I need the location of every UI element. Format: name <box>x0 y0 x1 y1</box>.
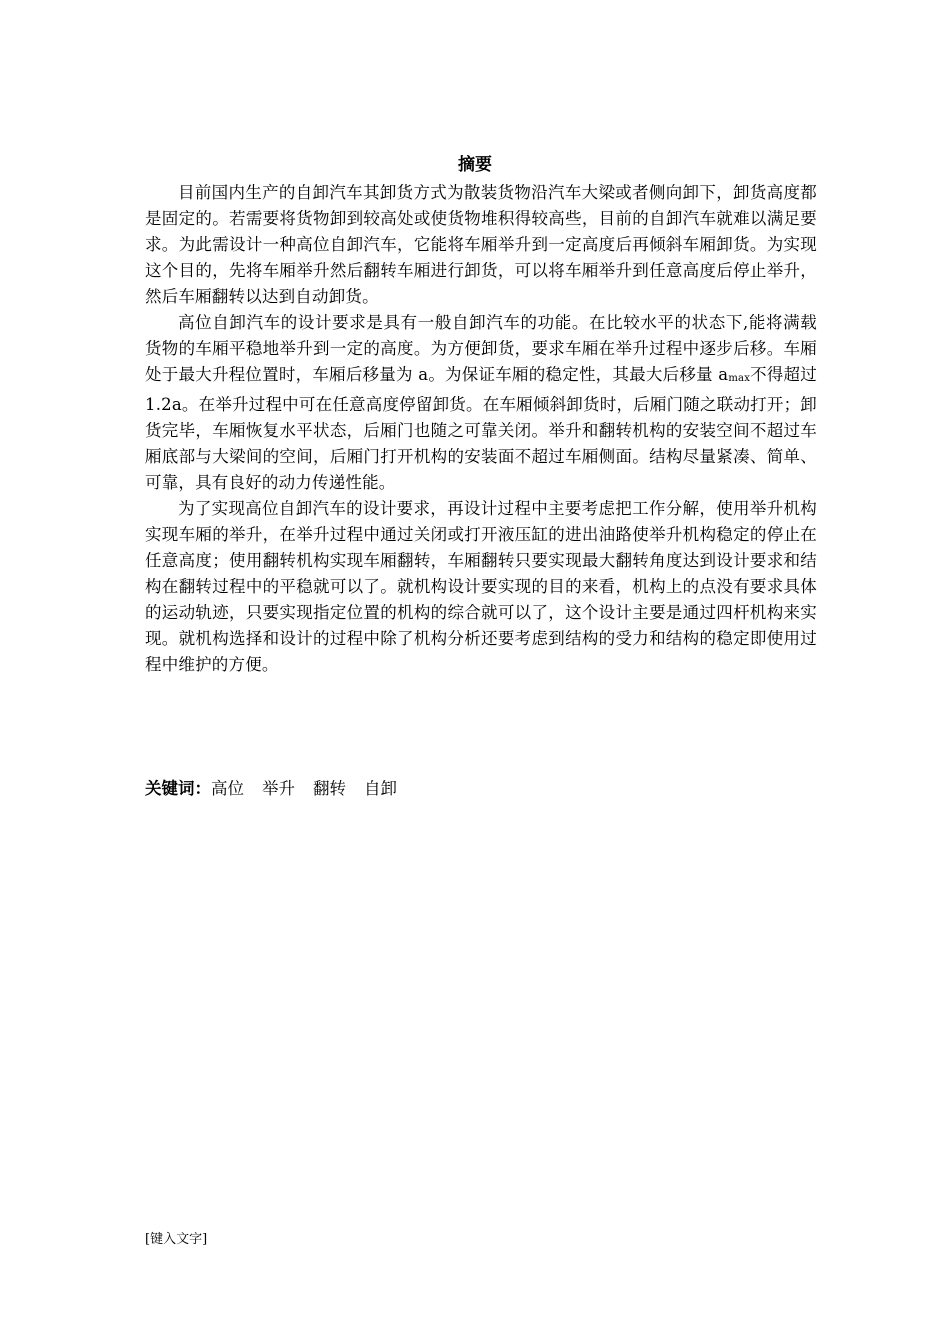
paragraph-3: 为了实现高位自卸汽车的设计要求，再设计过程中主要考虑把工作分解，使用举升机构实现车厢的举升，在举升过程中通过关闭或打开液压缸的进出油路使举升机构稳定的停止在任意高度；使用翻转机构实现车厢翻转，车厢翻转只要实现最大翻转角度达到设计要求和结构在翻转过程中的平稳就可以了。就机构设计要实现的目的来看，机构上的点没有要求具体的运动轨迹，只要实现指定位置的机构的综合就可以了，这个设计主要是通过四杆机构来实现。就机构选择和设计的过程中除了机构分析还要考虑到结构的受力和结构的稳定即使用过程中维护的方便。 <box>145 499 817 674</box>
subscript-max: max <box>728 373 751 384</box>
keywords-line <box>145 776 415 802</box>
paragraph-2-part-b: 不得超过 1.2a。在举升过程中可在任意高度停留卸货。在车厢倾斜卸货时，后厢门随之联动打开；卸货完毕，车厢恢复水平状态，后厢门也随之可靠关闭。举升和翻转机构的安装空间不超过车厢底部与大梁间的空间，后厢门打开机构的安装面不超过车厢侧面。结构尽量紧凑、简单、可靠，具有良好的动力传递性能。 <box>145 365 817 492</box>
page-title: 摘要 <box>458 155 492 175</box>
abstract-body <box>145 180 817 678</box>
keyword-item: 翻转 <box>313 779 346 798</box>
footer-placeholder[interactable]: [键入文字] <box>145 1232 208 1247</box>
paragraph-1: 目前国内生产的自卸汽车其卸货方式为散装货物沿汽车大梁或者侧向卸下，卸货高度都是固定的。若需要将货物卸到较高处或使货物堆积得较高些，目前的自卸汽车就难以满足要求。为此需设计一种高位自卸汽车，它能将车厢举升到一定高度后再倾斜车厢卸货。为实现这个目的，先将车厢举升然后翻转车厢进行卸货，可以将车厢举升到任意高度后停止举升，然后车厢翻转以达到自动卸货。 <box>145 183 817 306</box>
keyword-item: 高位 <box>211 779 244 798</box>
paragraph-2 <box>145 310 817 496</box>
keywords-label: 关键词： <box>145 779 211 798</box>
keyword-item: 自卸 <box>364 779 397 798</box>
keyword-item: 举升 <box>262 779 295 798</box>
paragraph-2-part-a: 高位自卸汽车的设计要求是具有一般自卸汽车的功能。在比较水平的状态下,能将满载货物的车厢平稳地举升到一定的高度。为方便卸货，要求车厢在举升过程中逐步后移。车厢处于最大升程位置时，车厢后移量为 a。为保证车厢的稳定性，其最大后移量 a <box>145 313 817 384</box>
